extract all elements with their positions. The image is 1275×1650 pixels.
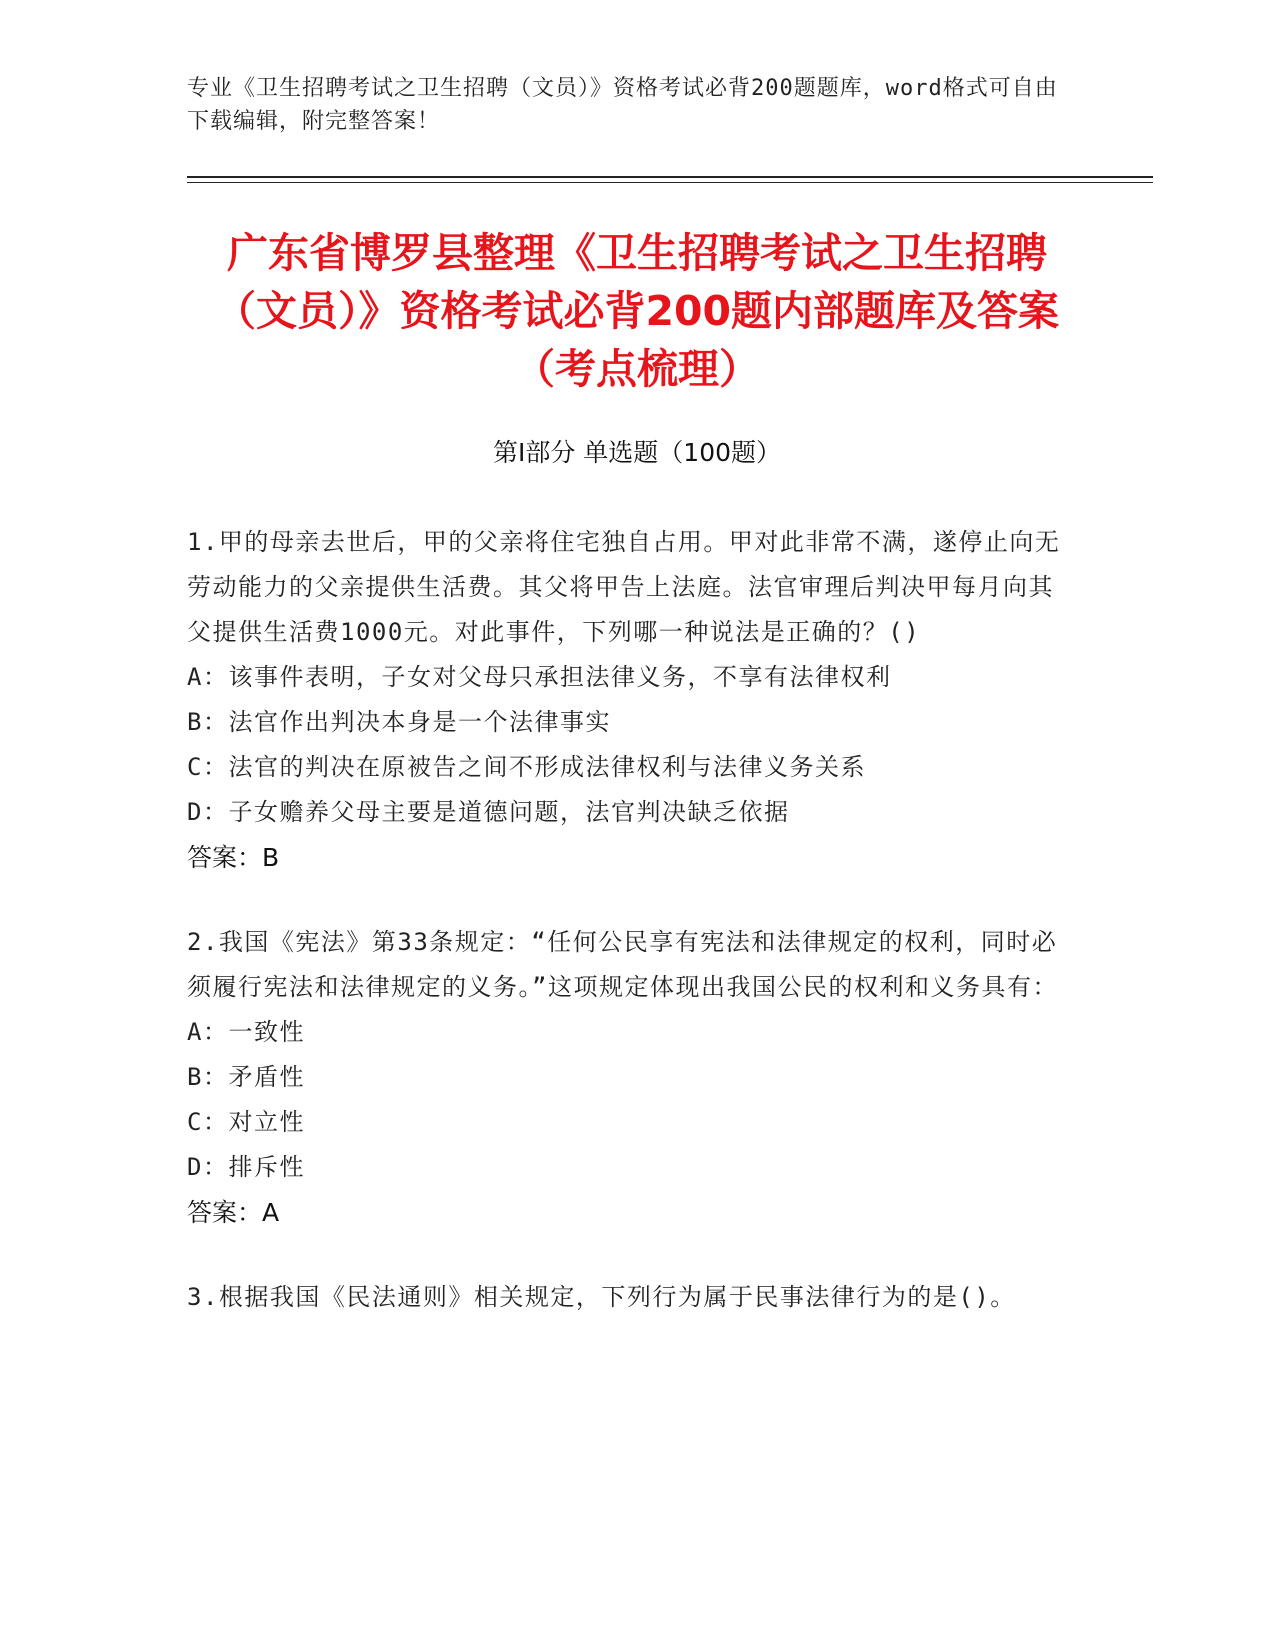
header-divider-thin [187,182,1153,183]
option-c: C：法官的判决在原被告之间不形成法律权利与法律义务关系 [187,753,866,781]
answer: 答案：B [187,843,280,872]
answer: 答案：A [187,1198,280,1227]
section-heading: 第Ⅰ部分 单选题（100题） [492,438,782,467]
question-1 [187,520,1067,880]
question-stem: 1.甲的母亲去世后，甲的父亲将住宅独自占用。甲对此非常不满，遂停止向无劳动能力的父亲提供生活费。其父将甲告上法庭。法官审理后判决甲每月向其父提供生活费1000元。对此事件，下列哪一种说法是正确的？() [187,528,1061,646]
option-a: A：一致性 [187,1018,305,1046]
option-a: A：该事件表明，子女对父母只承担法律义务，不享有法律权利 [187,663,892,691]
question-list [187,520,1067,1360]
option-c: C：对立性 [187,1108,305,1136]
option-d: D：子女赡养父母主要是道德问题，法官判决缺乏依据 [187,798,790,826]
question-stem: 3.根据我国《民法通则》相关规定，下列行为属于民事法律行为的是()。 [187,1283,1016,1311]
question-stem: 2.我国《宪法》第33条规定：“任何公民享有宪法和法律规定的权利，同时必须履行宪法和法律规定的义务。”这项规定体现出我国公民的权利和义务具有： [187,928,1058,1001]
option-b: B：矛盾性 [187,1063,305,1091]
header-note: 专业《卫生招聘考试之卫生招聘（文员）》资格考试必背200题题库，word格式可自由下载编辑，附完整答案！ [187,76,1058,134]
header-divider-thick [187,176,1153,178]
question-3 [187,1275,1067,1320]
question-2 [187,920,1067,1235]
option-b: B：法官作出判决本身是一个法律事实 [187,708,611,736]
document-title: 广东省博罗县整理《卫生招聘考试之卫生招聘（文员）》资格考试必背200题内部题库及答案（考点梳理） [214,229,1060,393]
option-d: D：排斥性 [187,1153,305,1181]
